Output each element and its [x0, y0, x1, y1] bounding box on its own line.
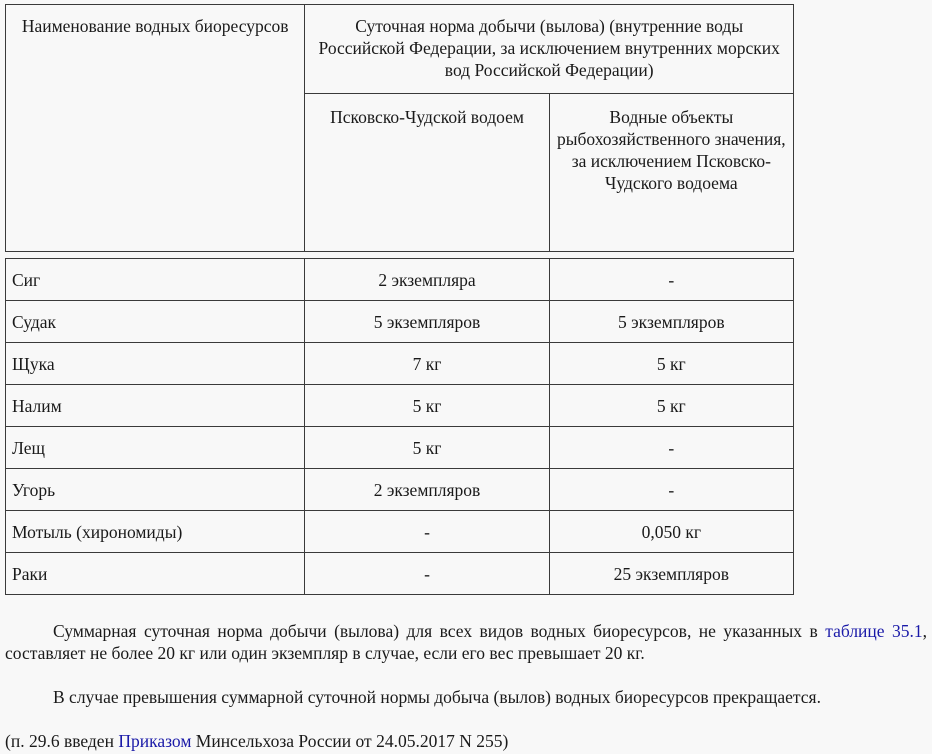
norm-other-cell: 5 кг: [549, 385, 793, 427]
header-name-column: Наименование водных биоресурсов: [6, 5, 305, 252]
species-name-cell: Лещ: [6, 427, 305, 469]
paragraph-excess: В случае превышения суммарной суточной нормы добыча (вылов) водных биоресурсов прекращается.: [53, 687, 821, 707]
norm-other-cell: 0,050 кг: [549, 511, 793, 553]
norm-other-cell: -: [549, 469, 793, 511]
norm-other-cell: 5 экземпляров: [549, 301, 793, 343]
species-name-cell: Щука: [6, 343, 305, 385]
species-name-cell: Раки: [6, 553, 305, 595]
paragraph-summary-text-end: , составляет не более 20 кг или один экземпляр в случае, если его вес превышает 20 кг.: [5, 621, 928, 663]
table-row: [6, 511, 794, 553]
species-name-cell: Налим: [6, 385, 305, 427]
table-row: [6, 553, 794, 595]
table-row: [6, 259, 794, 301]
norms-table: [5, 258, 794, 595]
table-row: [6, 469, 794, 511]
norm-pskov-cell: 5 кг: [305, 385, 549, 427]
amendment-note: [5, 730, 927, 752]
norm-pskov-cell: 5 кг: [305, 427, 549, 469]
table-row: [6, 343, 794, 385]
species-name-cell: Судак: [6, 301, 305, 343]
table-row: [6, 385, 794, 427]
norm-pskov-cell: 2 экземпляра: [305, 259, 549, 301]
norm-pskov-cell: -: [305, 511, 549, 553]
norm-other-cell: -: [549, 259, 793, 301]
norm-other-cell: -: [549, 427, 793, 469]
paragraph-summary: [5, 620, 927, 664]
norm-pskov-cell: 2 экземпляров: [305, 469, 549, 511]
species-name-cell: Сиг: [6, 259, 305, 301]
header-norm-column: Суточная норма добычи (вылова) (внутренние воды Российской Федерации, за исключением внутренних морских вод Российской Федерации): [305, 5, 794, 94]
norm-pskov-cell: 7 кг: [305, 343, 549, 385]
table-header: [5, 4, 794, 252]
species-name-cell: Мотыль (хирономиды): [6, 511, 305, 553]
species-name-cell: Угорь: [6, 469, 305, 511]
paragraph-summary-text-start: Суммарная суточная норма добычи (вылова) для всех видов водных биоресурсов, не указанных в: [53, 621, 826, 641]
table-row: [6, 427, 794, 469]
table-row: [6, 301, 794, 343]
norm-other-cell: 25 экземпляров: [549, 553, 793, 595]
norm-pskov-cell: 5 экземпляров: [305, 301, 549, 343]
amendment-note-start: (п. 29.6 введен: [5, 731, 119, 751]
header-subcolumn-other: Водные объекты рыбохозяйственного значения, за исключением Псковско-Чудского водоема: [549, 94, 793, 252]
header-subcolumn-pskov: Псковско-Чудской водоем: [305, 94, 549, 252]
norm-other-cell: 5 кг: [549, 343, 793, 385]
link-order[interactable]: Приказом: [118, 731, 192, 751]
norm-pskov-cell: -: [305, 553, 549, 595]
link-table-35-1[interactable]: таблице 35.1: [825, 621, 923, 641]
amendment-note-end: Минсельхоза России от 24.05.2017 N 255): [191, 731, 509, 751]
